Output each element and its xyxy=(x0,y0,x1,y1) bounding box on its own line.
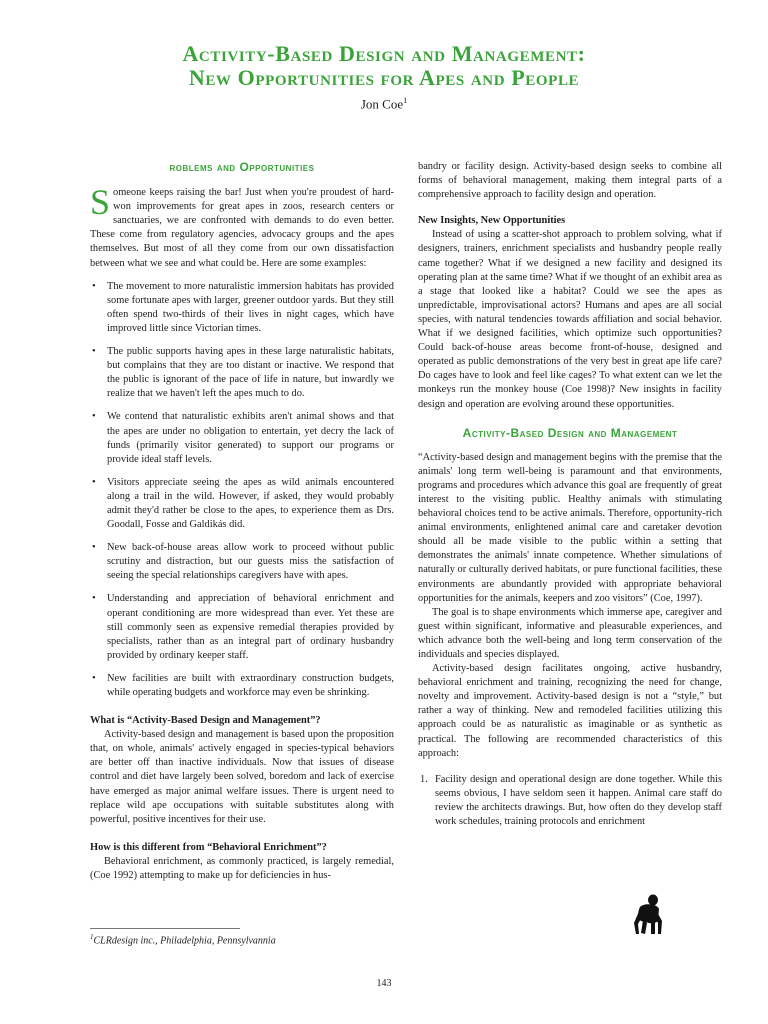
intro-text: omeone keeps raising the bar! Just when you're proudest of hard-won improvements for great apes in zoos, research centers or sanctuaries, we are confronted with demands to do even better. These come from regulatory agencies, advocacy groups and the apes themselves. But most of all they come from our own dissatisfaction between what we see and what could be. Here are some examples: xyxy=(90,187,394,269)
left-column xyxy=(90,160,394,883)
characteristics-list xyxy=(418,773,722,829)
examples-list xyxy=(90,280,394,700)
list-item: • We contend that naturalistic exhibits aren't animal shows and that the apes are under no obligation to entertain, yet decry the lack of funds (primarily visitor generated) to support our programs or provide ideal staff levels. xyxy=(90,410,394,466)
facilitates-paragraph: Activity-based design facilitates ongoing, active husbandry, behavioral enrichment and training, recognizing the need for change, novelty and improvement. Activity-based design is not a “style,” but rather a way of thinking. New and remodeled facilities utilizing this approach could be as naturalistic as imaginable or as synthetic as practical. The following are recommended characteristics of this approach: xyxy=(418,663,722,759)
new-insights-paragraph: Instead of using a scatter-shot approach to problem solving, what if designers, trainers, enrichment specialists and husbandry people really came together? What if we designed a new facility and designed its operating plan at the same time? What if we thought of an exhibit area as a stage that looked like a habitat? Could we see the apes as unpredictable, improvisational actors? Humans and apes are all social species, with natural tendencies towards affiliation and social behavior. What if we designed facilities, which optimize such opportunities? Could back-of-house areas become front-of-house, designed and operated as public demonstrations of the very best in great ape life care? Do cages have to look and feel like cages? To what extent can we let the monkeys run the monkey house (Coe 1998)? New insights in facility design and operation are evolving around these opportunities. xyxy=(418,229,722,410)
author-footnote-mark: 1 xyxy=(403,96,408,105)
author xyxy=(0,96,768,112)
how-different-paragraph: Behavioral enrichment, as commonly practiced, is largely remedial, (Coe 1992) attempting to make up for deficiencies in hus- xyxy=(90,855,394,882)
list-item xyxy=(418,773,722,829)
right-column xyxy=(418,160,722,829)
list-item: • The movement to more naturalistic immersion habitats has provided some fortunate apes with larger, greener outdoor yards. But they still often spend two-thirds of their lives in night cages, which have improved little since Victorian times. xyxy=(90,280,394,336)
list-item: • New facilities are built with extraordinary construction budgets, while operating budgets and workforce may even be shrinking. xyxy=(90,672,394,700)
title-line-1: Activity-Based Design and Management: xyxy=(182,41,586,66)
what-is-paragraph: Activity-based design and management is based upon the proposition that, on whole, animals' actively engaged in species-typical behaviors are better off than inactive individuals. Now that issues of disease control and diet have largely been solved, boredom and lack of exercise have emerged as major animal welfare issues. There is urgent need to replace wild ape occupations with suitable substitutes along with powerful, positive incentives for their use. xyxy=(90,729,394,825)
subheading-new-insights: New Insights, New Opportunities xyxy=(418,215,566,227)
list-number: 1. xyxy=(420,773,428,785)
list-item: • The public supports having apes in these large naturalistic habitats, but complains that they are too distant or inactive. We respond that the public is ignorant of the pace of life in nature, but inwardly we realize that we haven't left the apes much to do. xyxy=(90,345,394,401)
list-item-text: Facility design and operational design are done together. While this seems obvious, I have seldom seen it happen. Animal care staff do review the architects drawings. But, how often do they develop staff work schedules, training protocols and enrichment xyxy=(435,773,722,828)
author-name: Jon Coe xyxy=(360,96,404,112)
drop-cap: S xyxy=(90,182,111,223)
quote-paragraph: “Activity-based design and management begins with the premise that the animals' long term well-being is paramount and that environments, programs and procedures which advance this goal are frequently of great interest to the visiting public. Healthy animals with stimulating behavioral choices tend to be active animals. Therefore, opportunity-rich animal environments, enlightened animal care and caretaker devotion should all be made visible to the public within a setting that demonstrates the animals' innate competence. Whether simulations of naturally or culturally derived habitats, or pure functional facilities, these environments are abundantly provided with appropriate behavioral opportunities for the animals, keepers and zoo visitors” (Coe, 1997). xyxy=(418,451,722,604)
footnote-mark: 1 xyxy=(90,933,94,941)
subheading-what-is: What is “Activity-Based Design and Management”? xyxy=(90,715,321,727)
ape-silhouette-icon xyxy=(631,893,665,935)
section-heading-activity-based: Activity-Based Design and Management xyxy=(462,425,678,440)
page-number: 143 xyxy=(376,978,392,989)
footnote-rule xyxy=(90,928,240,929)
footnote-text: CLRdesign inc., Philadelphia, Pennsylvannia xyxy=(93,935,276,947)
list-item: • Understanding and appreciation of behavioral enrichment and operant conditioning are more widespread than ever. Yet these are still commonly seen as expensive remedial therapies provided by specialists, rather than as an integral part of ordinary husbandry provided by ordinary keeper staff. xyxy=(90,592,394,662)
list-item: • Visitors appreciate seeing the apes as wild animals encountered along a trail in the wild. However, if asked, they would probably admit they'd rather be close to the apes, to experience them as Drs. Goodall, Fosse and Galdikás did. xyxy=(90,476,394,532)
goal-paragraph: The goal is to shape environments which immerse ape, caregiver and guest within significant, informative and pleasurable experiences, and which advance both the well-being and long term conservation of the individuals and species displayed. xyxy=(418,606,722,660)
intro-paragraph xyxy=(90,182,394,271)
subheading-how-different: How is this different from “Behavioral Enrichment”? xyxy=(90,841,327,853)
section-heading-problems: roblems and Opportunities xyxy=(169,160,315,174)
list-item: • New back-of-house areas allow work to proceed without public scrutiny and distraction, but our guests miss the satisfaction of seeing the special relationships caregivers have with apes. xyxy=(90,541,394,583)
title-line-2: New Opportunities for Apes and People xyxy=(188,65,580,90)
footnote xyxy=(90,933,276,946)
continued-paragraph: bandry or facility design. Activity-based design seeks to combine all forms of behavioral management, making them integral parts of a comprehensive approach to facility design and operation. xyxy=(418,161,722,201)
